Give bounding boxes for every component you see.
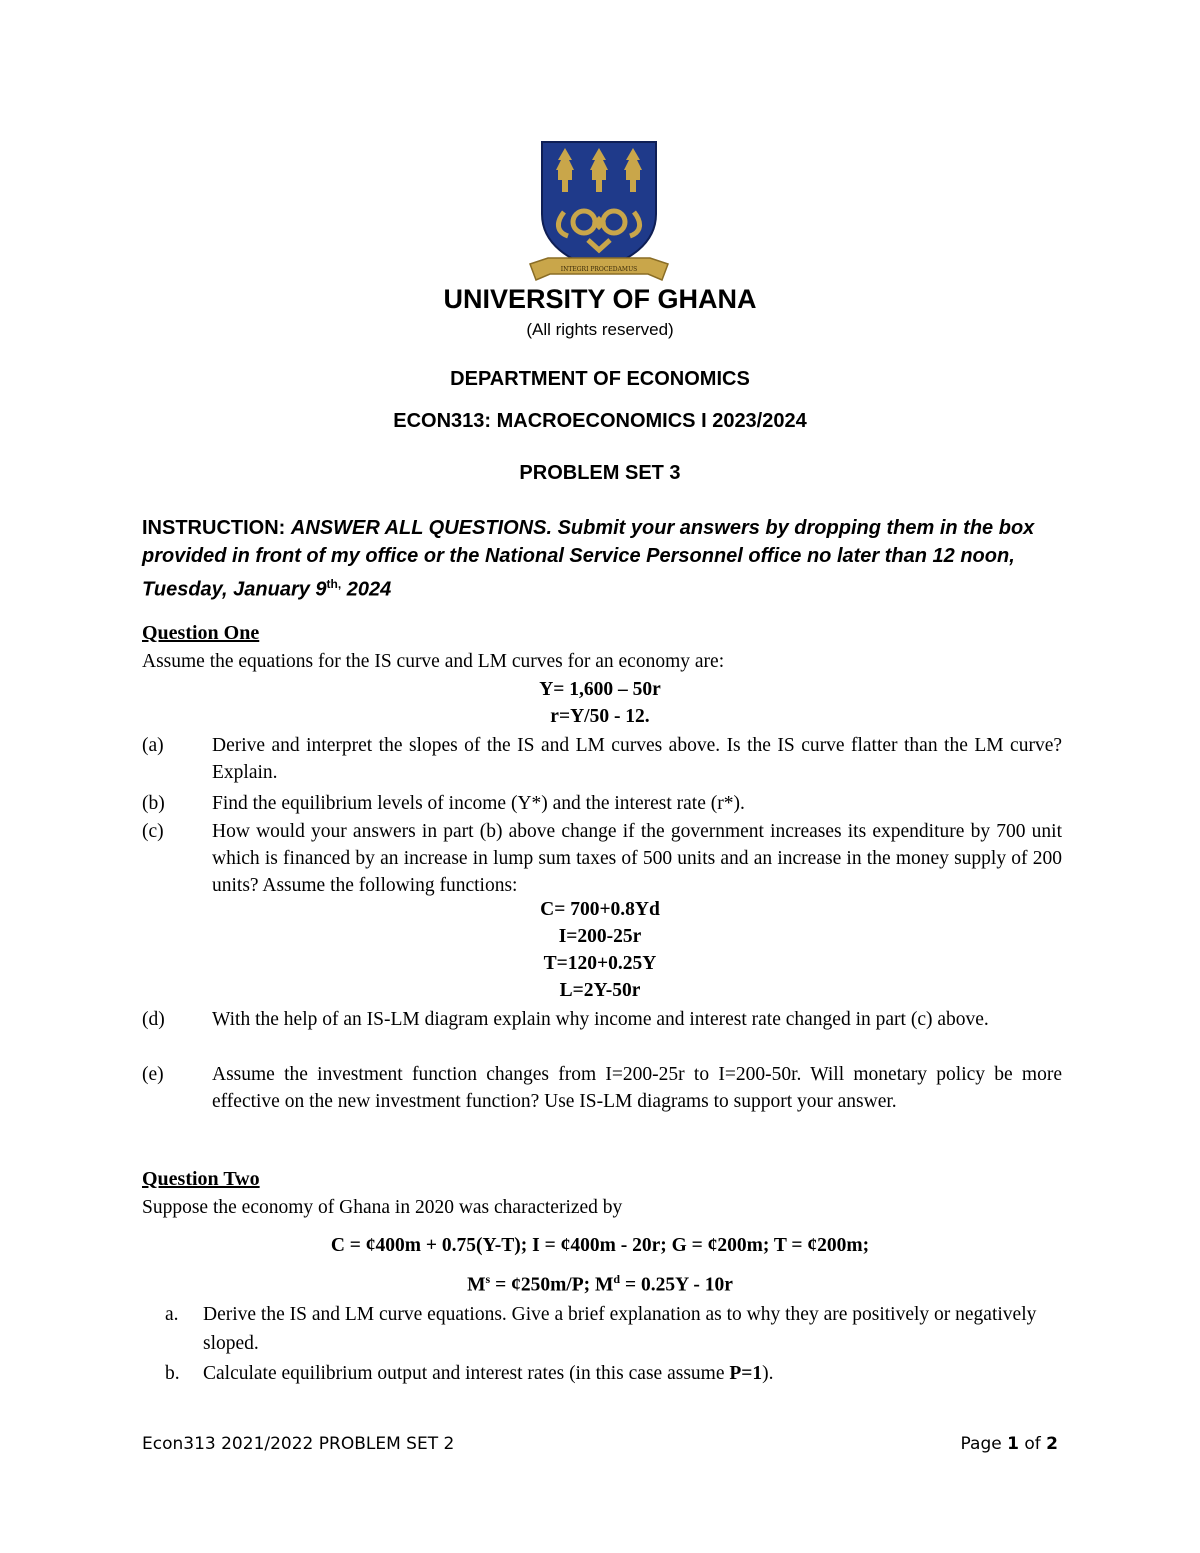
money-demand-function: L=2Y-50r: [559, 980, 641, 1001]
university-crest-logo: [528, 140, 670, 286]
question-two-intro: Suppose the economy of Ghana in 2020 was characterized by: [142, 1197, 623, 1218]
instruction-block: [142, 514, 1062, 604]
part-text: Calculate equilibrium output and interest rates (in this case assume P=1).: [203, 1363, 774, 1384]
part-label: (d): [142, 1009, 165, 1030]
part-label: b.: [165, 1363, 180, 1384]
lm-equation: r=Y/50 - 12.: [550, 706, 650, 727]
ghana-economy-equations: C = ¢400m + 0.75(Y-T); I = ¢400m - 20r; G = ¢200m; T = ¢200m;: [330, 1235, 870, 1256]
part-label: (a): [142, 735, 164, 756]
part-label: (c): [142, 821, 164, 842]
question-two-part-a: [165, 1300, 1045, 1358]
question-one-part-e: [142, 1061, 1062, 1115]
tax-function: T=120+0.25Y: [543, 953, 657, 974]
instruction-date-suffix: th,: [326, 577, 342, 591]
consumption-function: C= 700+0.8Yd: [540, 899, 660, 920]
question-one-heading: Question One: [142, 622, 260, 644]
part-label: a.: [165, 1304, 179, 1325]
university-title: UNIVERSITY OF GHANA: [443, 284, 757, 314]
part-text: Derive the IS and LM curve equations. Give a brief explanation as to why they are positively or negatively sloped.: [203, 1304, 1037, 1354]
is-equation: Y= 1,600 – 50r: [539, 679, 661, 700]
question-one-part-c: [142, 818, 1062, 899]
investment-function: I=200-25r: [558, 926, 642, 947]
question-two-heading: Question Two: [142, 1168, 260, 1190]
part-text: Assume the investment function changes from I=200-25r to I=200-50r. Will monetary policy be more effective on the new investment function? Use IS-LM diagrams to support your answer.: [212, 1064, 1062, 1112]
footer-course-label: Econ313 2021/2022 PROBLEM SET 2: [142, 1434, 455, 1454]
part-text: Find the equilibrium levels of income (Y*) and the interest rate (r*).: [212, 793, 745, 814]
part-text: With the help of an IS-LM diagram explain why income and interest rate changed in part (c) above.: [212, 1009, 989, 1030]
question-one-part-a: [142, 732, 1062, 786]
part-text: Derive and interpret the slopes of the IS and LM curves above. Is the IS curve flatter than the LM curve? Explain.: [212, 735, 1062, 783]
instruction-label: INSTRUCTION:: [142, 517, 286, 539]
department-title: DEPARTMENT OF ECONOMICS: [450, 368, 750, 390]
question-one-intro: Assume the equations for the IS curve and LM curves for an economy are:: [142, 651, 725, 672]
part-label: (e): [142, 1064, 164, 1085]
instruction-text: ANSWER ALL QUESTIONS. Submit your answers by dropping them in the box provided in front of my office or the National Service Personnel office no later than 12 noon, Tuesday, January 9: [142, 517, 1035, 601]
part-label: (b): [142, 793, 165, 814]
money-market-equations: $M^s$ = ¢250m/P; $M^d = 0.25Y - 10r$: [467, 1272, 733, 1296]
course-title: ECON313: MACROECONOMICS I 2023/2024: [393, 410, 807, 432]
instruction-year: 2024: [341, 578, 392, 601]
part-text: How would your answers in part (b) above change if the government increases its expenditure by 700 unit which is financed by an increase in lump sum taxes of 500 units and an increase in the money supply of 200 units? Assume the following functions:: [212, 821, 1062, 896]
footer-page-number: Page 1 of 2: [960, 1434, 1058, 1454]
crest-motto: INTEGRI PROCEDAMUS: [560, 266, 638, 273]
rights-notice: (All rights reserved): [526, 320, 674, 339]
question-one-part-b: [142, 790, 1062, 817]
problem-set-title: PROBLEM SET 3: [519, 462, 681, 484]
question-one-part-d: [142, 1006, 1062, 1033]
question-two-part-b: [165, 1359, 1045, 1388]
